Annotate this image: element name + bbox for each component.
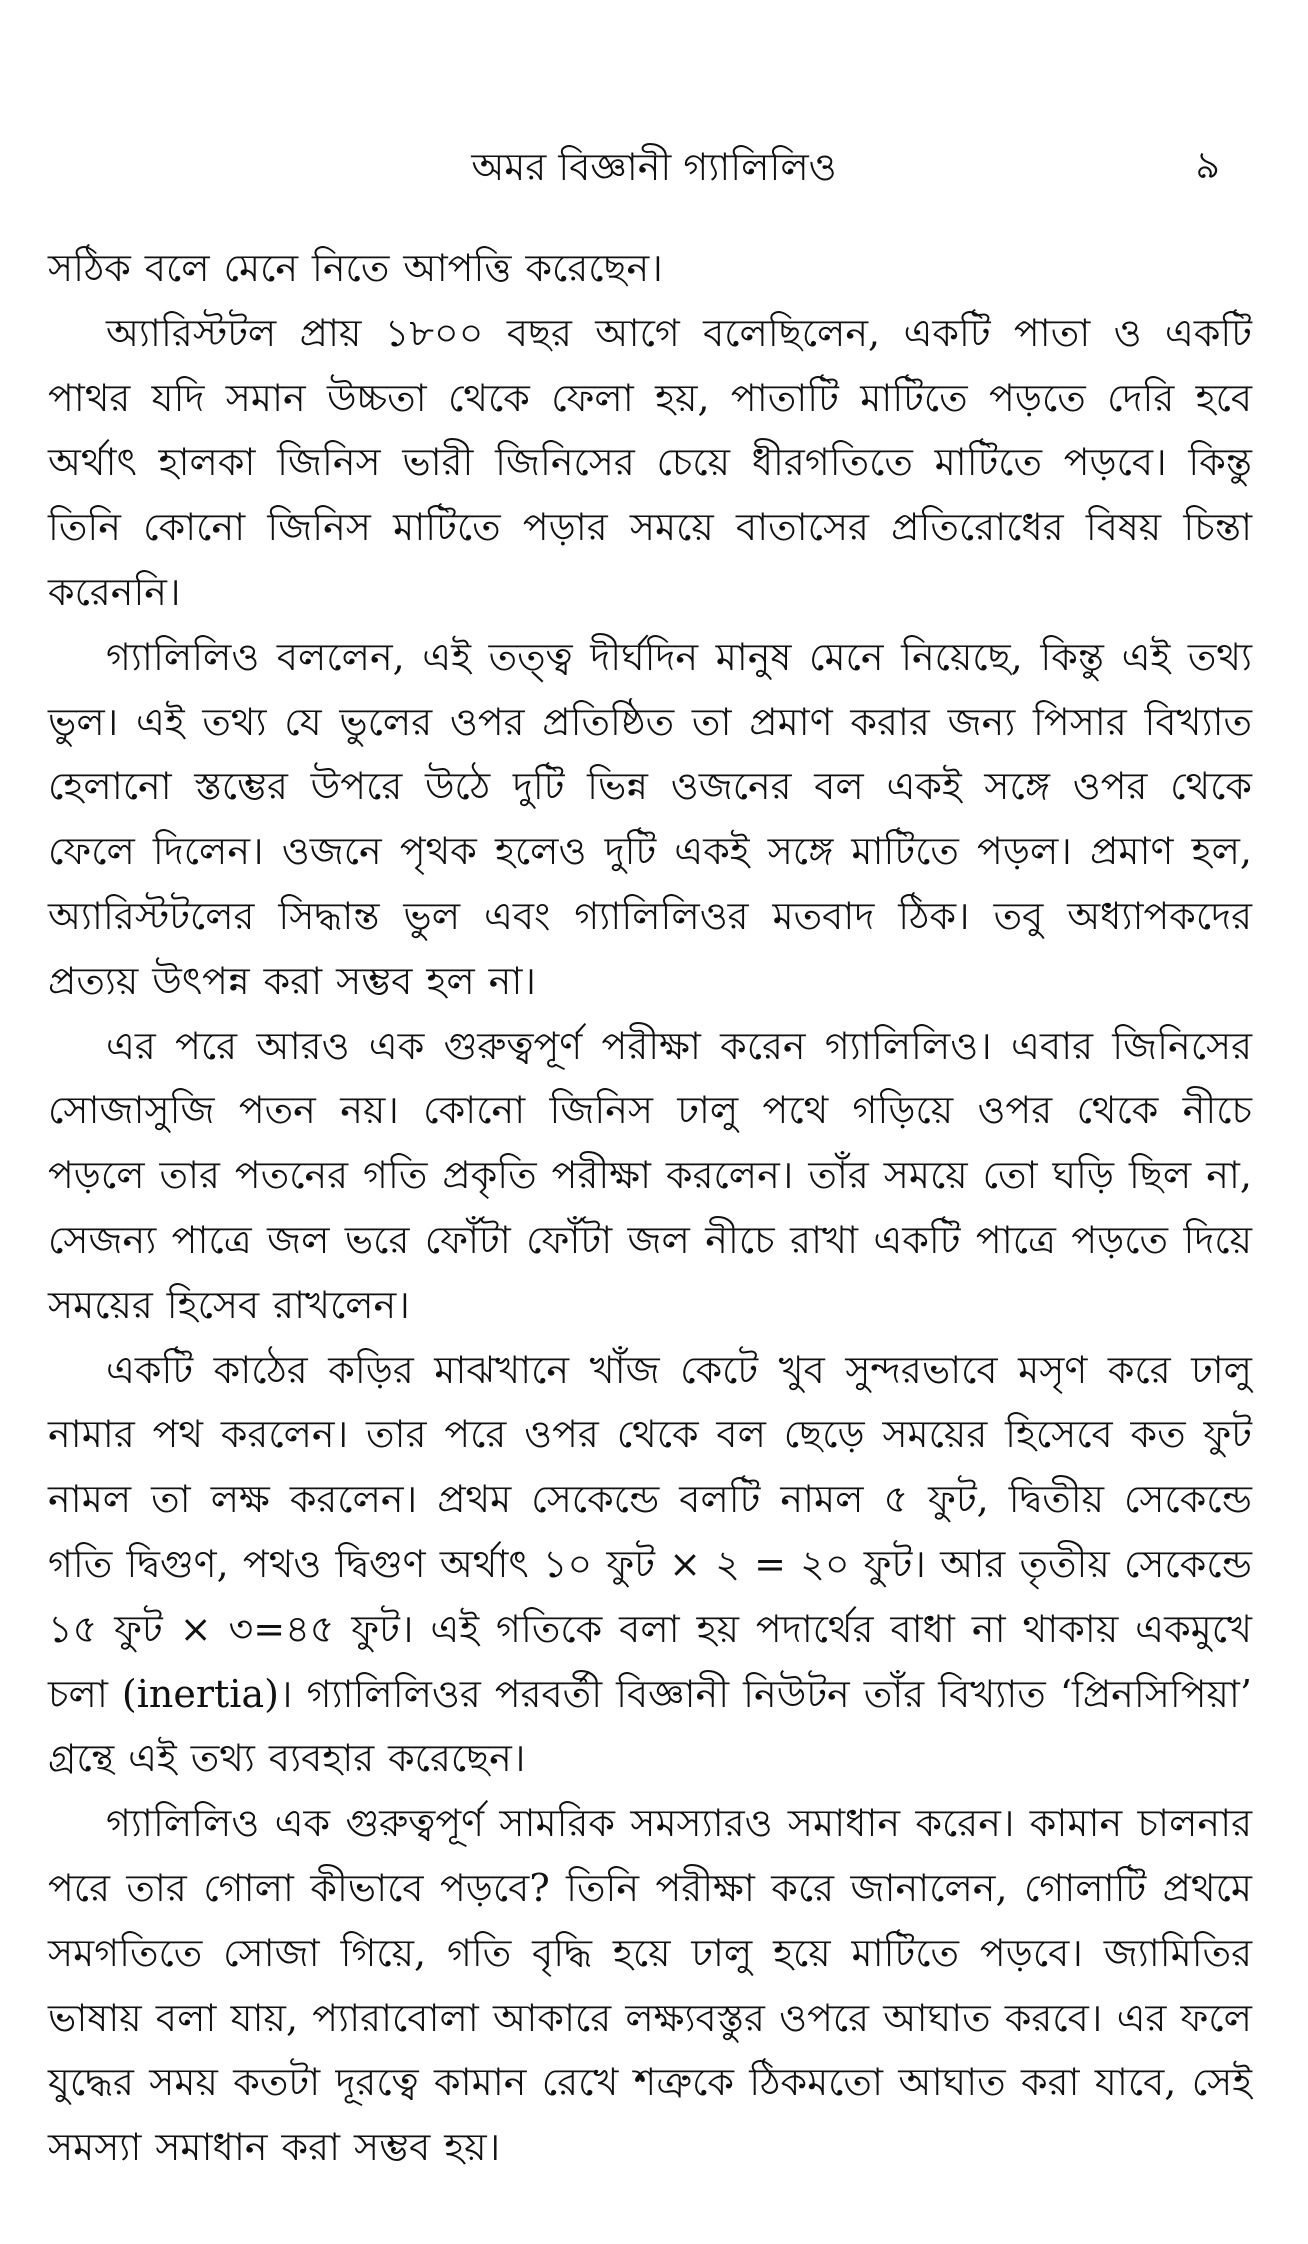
paragraph-pisa-tower: গ্যালিলিও বললেন, এই তত্ত্ব দীর্ঘদিন মানুষ মেনে নিয়েছে, কিন্তু এই তথ্য ভুল। এই তথ্য যে ভুলের ওপর প্রতিষ্ঠিত তা প্রমাণ করার জন্য পিসার বিখ্যাত হেলানো স্তম্ভের উপরে উঠে দুটি ভিন্ন ওজনের বল একই সঙ্গে ওপর থেকে ফেলে দিলেন। ওজনে পৃথক হলেও দুটি একই সঙ্গে মাটিতে পড়ল। প্রমাণ হল, অ্যারিস্টটলের সিদ্ধান্ত ভুল এবং গ্যালিলিওর মতবাদ ঠিক। তবু অধ্যাপকদের প্রত্যয় উৎপন্ন করা সম্ভব হল না। xyxy=(48,634,1252,1003)
body-text xyxy=(48,236,1252,2180)
paragraph-aristotle: অ্যারিস্টটল প্রায় ১৮০০ বছর আগে বলেছিলেন, একটি পাতা ও একটি পাথর যদি সমান উচ্চতা থেকে ফেলা হয়, পাতাটি মাটিতে পড়তে দেরি হবে অর্থাৎ হালকা জিনিস ভারী জিনিসের চেয়ে ধীরগতিতে মাটিতে পড়বে। কিন্তু তিনি কোনো জিনিস মাটিতে পড়ার সময়ে বাতাসের প্রতিরোধের বিষয় চিন্তা করেননি। xyxy=(48,310,1252,614)
paragraph-inclined-plane: এর পরে আরও এক গুরুত্বপূর্ণ পরীক্ষা করেন গ্যালিলিও। এবার জিনিসের সোজাসুজি পতন নয়। কোনো জিনিস ঢালু পথে গড়িয়ে ওপর থেকে নীচে পড়লে তার পতনের গতি প্রকৃতি পরীক্ষা করলেন। তাঁর সময়ে তো ঘড়ি ছিল না, সেজন্য পাত্রে জল ভরে ফোঁটা ফোঁটা জল নীচে রাখা একটি পাত্রে পড়তে দিয়ে সময়ের হিসেব রাখলেন। xyxy=(48,1023,1252,1327)
running-title: অমর বিজ্ঞানী গ্যালিলিও xyxy=(471,145,837,189)
page-number: ৯ xyxy=(1195,143,1220,187)
paragraph-wooden-groove: একটি কাঠের কড়ির মাঝখানে খাঁজ কেটে খুব সুন্দরভাবে মসৃণ করে ঢালু নামার পথ করলেন। তার পরে ওপর থেকে বল ছেড়ে সময়ের হিসেবে কত ফুট নামল তা লক্ষ করলেন। প্রথম সেকেন্ডে বলটি নামল ৫ ফুট, দ্বিতীয় সেকেন্ডে গতি দ্বিগুণ, পথও দ্বিগুণ অর্থাৎ ১০ ফুট × ২ = ২০ ফুট। আর তৃতীয় সেকেন্ডে ১৫ ফুট × ৩=৪৫ ফুট। এই গতিকে বলা হয় পদার্থের বাধা না থাকায় একমুখে চলা (inertia)। গ্যালিলিওর পরবর্তী বিজ্ঞানী নিউটন তাঁর বিখ্যাত ‘প্রিনসিপিয়া’ গ্রন্থে এই তথ্য ব্যবহার করেছেন। xyxy=(48,1347,1252,1781)
paragraph-continuation: সঠিক বলে মেনে নিতে আপত্তি করেছেন। xyxy=(48,246,663,290)
paragraph-cannon-parabola: গ্যালিলিও এক গুরুত্বপূর্ণ সামরিক সমস্যারও সমাধান করেন। কামান চালনার পরে তার গোলা কীভাবে পড়বে? তিনি পরীক্ষা করে জানালেন, গোলাটি প্রথমে সমগতিতে সোজা গিয়ে, গতি বৃদ্ধি হয়ে ঢালু হয়ে মাটিতে পড়বে। জ্যামিতির ভাষায় বলা যায়, প্যারাবোলা আকারে লক্ষ্যবস্তুর ওপরে আঘাত করবে। এর ফলে যুদ্ধের সময় কতটা দূরত্বে কামান রেখে শত্রুকে ঠিকমতো আঘাত করা যাবে, সেই সমস্যা সমাধান করা সম্ভব হয়। xyxy=(48,1801,1252,2170)
